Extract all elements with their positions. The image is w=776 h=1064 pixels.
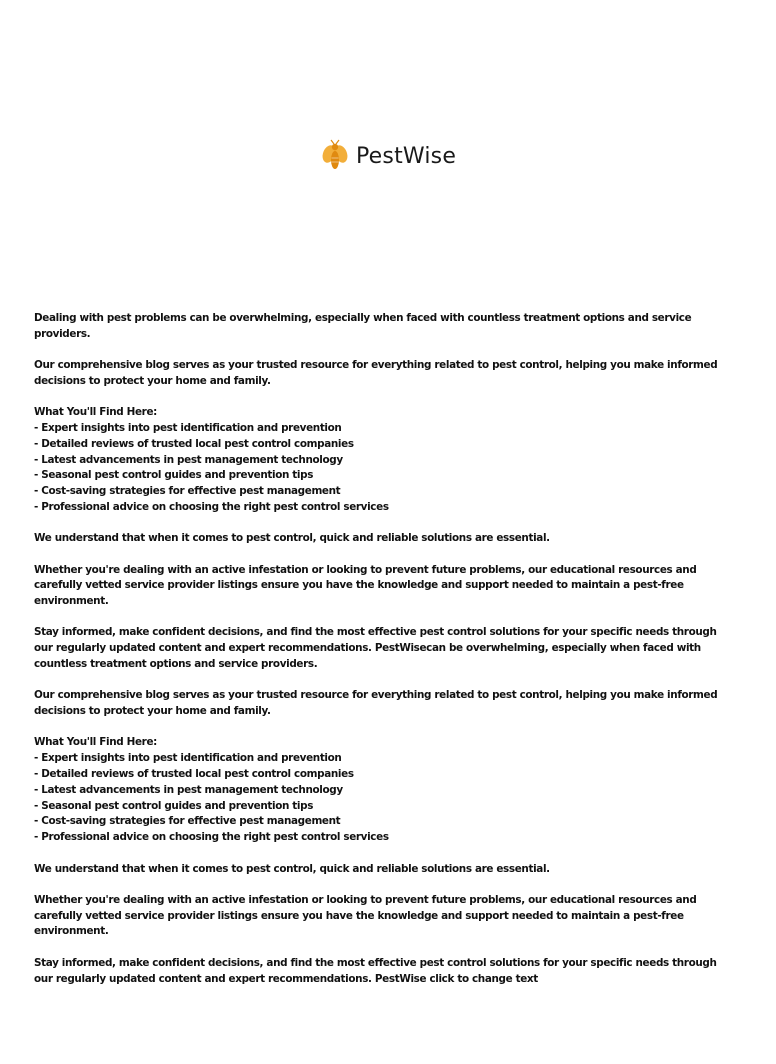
whether-paragraph: Whether you're dealing with an active infestation or looking to prevent future problems, our educational resources and carefully vetted service provider listings ensure you have the knowledge and support needed to maintain a pest-free environment. [34, 893, 697, 938]
whether-paragraph: Whether you're dealing with an active infestation or looking to prevent future problems, our educational resources and carefully vetted service provider listings ensure you have the knowledge and support needed to maintain a pest-free environment. [34, 563, 697, 608]
list-item: - Cost-saving strategies for effective pest management [34, 815, 341, 828]
list-heading: What You'll Find Here: [34, 736, 157, 749]
list-item: - Detailed reviews of trusted local pest control companies [34, 768, 354, 781]
blog-paragraph: Our comprehensive blog serves as your trusted resource for everything related to pest control, helping you make informed decisions to protect your home and family. [34, 689, 718, 718]
list-item: - Seasonal pest control guides and prevention tips [34, 799, 314, 812]
features-list [34, 735, 734, 846]
intro-paragraph: Dealing with pest problems can be overwhelming, especially when faced with countless treatment options and service providers. [34, 312, 692, 340]
list-item: - Detailed reviews of trusted local pest control companies [34, 437, 354, 450]
list-heading: What You'll Find Here: [34, 406, 157, 419]
features-list [34, 405, 734, 516]
blog-paragraph: Our comprehensive blog serves as your trusted resource for everything related to pest control, helping you make informed decisions to protect your home and family. [34, 359, 718, 387]
stay-paragraph: Stay informed, make confident decisions, and find the most effective pest control solutions for your specific needs through our regularly updated content and expert recommendations. PestWisecan be overwhelming, especially when faced with countless treatment options and service providers. [34, 626, 717, 671]
site-logo[interactable] [320, 139, 456, 173]
understand-paragraph: We understand that when it comes to pest control, quick and reliable solutions are essential. [34, 532, 550, 545]
list-item: - Professional advice on choosing the right pest control services [34, 500, 389, 513]
list-item: - Expert insights into pest identification and prevention [34, 421, 342, 434]
list-item: - Latest advancements in pest management technology [34, 783, 343, 796]
stay-paragraph[interactable]: Stay informed, make confident decisions, and find the most effective pest control solutions for your specific needs through our regularly updated content and expert recommendations. PestWise click to change text [34, 956, 717, 985]
list-item: - Expert insights into pest identification and prevention [34, 752, 342, 765]
list-item: - Cost-saving strategies for effective pest management [34, 485, 341, 498]
list-item: - Professional advice on choosing the right pest control services [34, 831, 389, 844]
list-item: - Seasonal pest control guides and prevention tips [34, 469, 314, 482]
list-item: - Latest advancements in pest management technology [34, 453, 343, 466]
main-content [34, 311, 734, 1003]
understand-paragraph: We understand that when it comes to pest control, quick and reliable solutions are essential. [34, 862, 550, 875]
logo-text: PestWise [356, 143, 457, 169]
bee-icon [320, 139, 350, 173]
